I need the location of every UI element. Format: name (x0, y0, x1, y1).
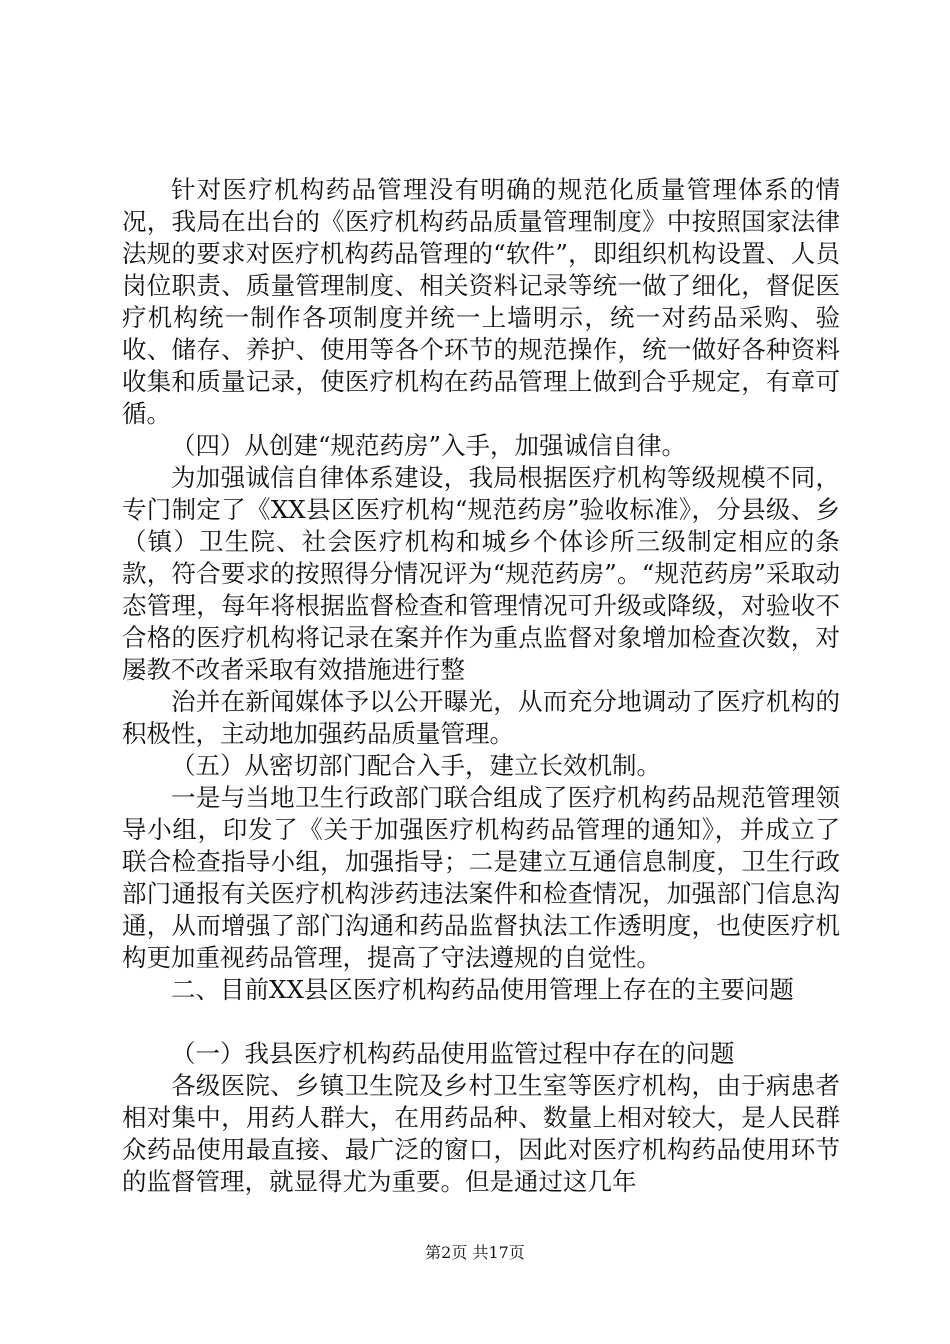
paragraph-software-management: 针对医疗机构药品管理没有明确的规范化质量管理体系的情况，我局在出台的《医疗机构药品质量管理制度》中按照国家法律法规的要求对医疗机构药品管理的“软件”，即组织机构设置、人员岗位职责、质量管理制度、相关资料记录等统一做了细化，督促医疗机构统一制作各项制度并统一上墙明示，统一对药品采购、验收、储存、养护、使用等各个环节的规范操作，统一做好各种资料收集和质量记录，使医疗机构在药品管理上做到合乎规定，有章可循。 (122, 175, 840, 428)
paragraph-department-cooperation: 一是与当地卫生行政部门联合组成了医疗机构药品规范管理领导小组，印发了《关于加强医疗机构药品管理的通知》，并成立了联合检查指导小组，加强指导；二是建立互通信息制度，卫生行政部门通报有关医疗机构涉药违法案件和检查情况，加强部门信息沟通，从而增强了部门沟通和药品监督执法工作透明度，也使医疗机构更加重视药品管理，提高了守法遵规的自觉性。 (122, 783, 840, 972)
page-footer: 第2页 共17页 (425, 1243, 525, 1262)
paragraph-media-exposure: 治并在新闻媒体予以公开曝光，从而充分地调动了医疗机构的积极性，主动地加强药品质量管理。 (122, 687, 840, 748)
document-body (122, 174, 840, 1198)
heading-main-problems: 二、目前XX县区医疗机构药品使用管理上存在的主要问题 (171, 975, 794, 1004)
heading-section-four: （四）从创建“规范药房”入手，加强诚信自律。 (171, 431, 687, 460)
paragraph-spacer (122, 1006, 840, 1038)
heading-section-five: （五）从密切部门配合入手，建立长效机制。 (171, 751, 661, 780)
heading-subsection-one: （一）我县医疗机构药品使用监管过程中存在的问题 (171, 1039, 735, 1068)
paragraph-medical-institutions: 各级医院、乡镇卫生院及乡村卫生室等医疗机构，由于病患者相对集中，用药人群大，在用药品种、数量上相对较大，是人民群众药品使用最直接、最广泛的窗口，因此对医疗机构药品使用环节的监督管理，就显得尤为重要。但是通过这几年 (122, 1071, 840, 1196)
paragraph-standard-pharmacy: 为加强诚信自律体系建设，我局根据医疗机构等级规模不同，专门制定了《XX县区医疗机构“规范药房”验收标准》，分县级、乡（镇）卫生院、社会医疗机构和城乡个体诊所三级制定相应的条款，符合要求的按照得分情况评为“规范药房”。“规范药房”采取动态管理，每年将根据监督检查和管理情况可升级或降级，对验收不合格的医疗机构将记录在案并作为重点监督对象增加检查次数，对屡教不改者采取有效措施进行整 (122, 463, 840, 684)
